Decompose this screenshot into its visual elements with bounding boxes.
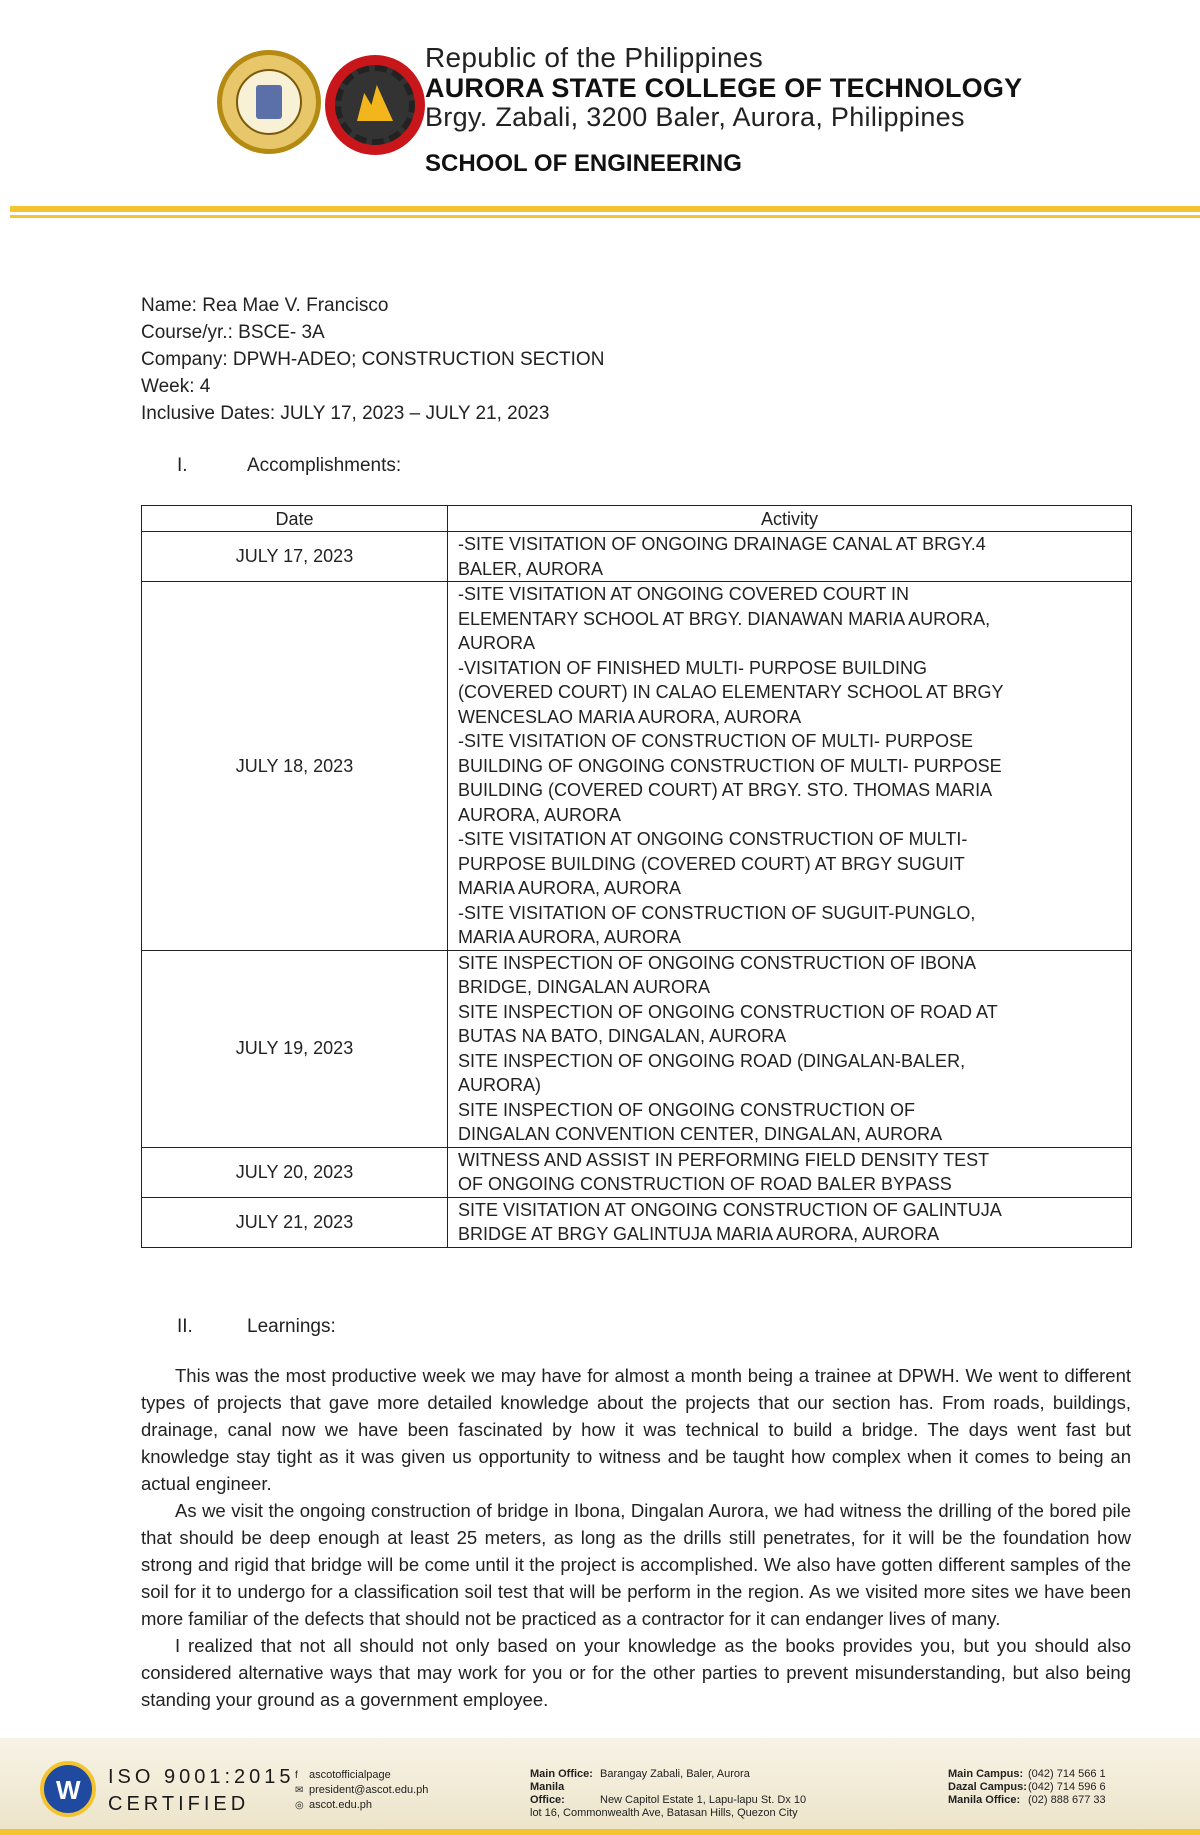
table-row (142, 1147, 1132, 1197)
row-activity (448, 1147, 1132, 1197)
trainee-course: Course/yr.: BSCE- 3A (141, 322, 325, 343)
activity-line: WITNESS AND ASSIST IN PERFORMING FIELD DENSITY TEST (458, 1149, 990, 1170)
activity-line: SITE INSPECTION OF ONGOING CONSTRUCTION OF IBONA (458, 952, 977, 973)
iso-certified: CERTIFIED (108, 1793, 250, 1815)
school-name: SCHOOL OF ENGINEERING (425, 150, 742, 177)
manila-office-phone: (02) 888 677 33 (1028, 1794, 1106, 1806)
main-campus-label: Main Campus: (948, 1768, 1024, 1780)
learnings-paragraph: As we visit the ongoing construction of bridge in Ibona, Dingalan Aurora, we had witness the drilling of the bored pile that should be deep enough at least 25 meters, as long as the drills still penetrates, for it will be the foundation how strong and rigid that bridge will be come until it the project is accomplished. We also have gotten different samples of the soil for it to undergo for a classification soil test that will be perform in the region. As we visited more sites we have been more familiar of the defects that should not be practiced as a contractor for it can endanger lives of many. (141, 1500, 1131, 1629)
activity-line: BRIDGE, DINGALAN AURORA (458, 977, 711, 997)
activity-line: WENCESLAO MARIA AURORA, AURORA (458, 706, 802, 727)
activity-line: AURORA, AURORA (458, 804, 622, 825)
header-divider-thin (10, 215, 1200, 218)
republic-line: Republic of the Philippines (425, 42, 764, 73)
manila-office-phone-label: Manila Office: (948, 1794, 1021, 1806)
iso-certification-logo (40, 1761, 96, 1817)
activity-line: -VISITATION OF FINISHED MULTI- PURPOSE BUILDING (458, 657, 928, 678)
letterhead (0, 0, 1200, 225)
section-accomplishments-heading (177, 455, 401, 477)
row-activity (448, 532, 1132, 582)
activity-line: BRIDGE AT BRGY GALINTUJA MARIA AURORA, AURORA (458, 1224, 940, 1244)
activity-line: -SITE VISITATION OF ONGOING DRAINAGE CANAL AT BRGY.4 (458, 534, 986, 554)
manila-office-address: New Capitol Estate 1, Lapu-lapu St. Dx 10 (600, 1794, 807, 1806)
manila-office-address-2: lot 16, Commonwealth Ave, Batasan Hills, Quezon City (530, 1807, 798, 1819)
activity-line: SITE VISITATION AT ONGOING CONSTRUCTION OF GALINTUJA (458, 1199, 1002, 1220)
activity-line: (COVERED COURT) IN CALAO ELEMENTARY SCHOOL AT BRGY (458, 682, 1004, 702)
activity-line: -SITE VISITATION OF CONSTRUCTION OF MULTI- PURPOSE (458, 731, 974, 751)
section-title: Accomplishments: (247, 455, 402, 476)
iso-standard: ISO 9001:2015 (108, 1766, 295, 1788)
accomplishments-table (141, 505, 1132, 1248)
page-footer (0, 1738, 1200, 1835)
footer-bar (0, 1829, 1200, 1835)
header-divider (10, 206, 1200, 212)
facebook-icon: f (295, 1770, 298, 1781)
activity-line: BUILDING OF ONGOING CONSTRUCTION OF MULTI- PURPOSE (458, 755, 1002, 776)
activity-line: BUILDING (COVERED COURT) AT BRGY. STO. THOMAS MARIA (458, 780, 993, 800)
activity-line: PURPOSE BUILDING (COVERED COURT) AT BRGY SUGUIT (458, 853, 965, 874)
row-date: JULY 17, 2023 (142, 532, 448, 582)
activity-line: BUTAS NA BATO, DINGALAN, AURORA (458, 1026, 787, 1046)
college-seal-logo (217, 50, 321, 154)
engineering-seal-logo (325, 55, 425, 155)
trainee-name: Name: Rea Mae V. Francisco (141, 295, 389, 316)
activity-line: SITE INSPECTION OF ONGOING CONSTRUCTION OF ROAD AT (458, 1001, 998, 1022)
table-header-row (142, 506, 1132, 532)
activity-line: MARIA AURORA, AURORA (458, 927, 682, 947)
activity-line: AURORA) (458, 1075, 542, 1095)
email-address[interactable]: president@ascot.edu.ph (309, 1784, 429, 1796)
table-row (142, 532, 1132, 582)
section-learnings-heading (177, 1316, 336, 1338)
activity-line: -SITE VISITATION OF CONSTRUCTION OF SUGUIT-PUNGLO, (458, 902, 976, 923)
table-row (142, 1197, 1132, 1247)
row-activity (448, 582, 1132, 951)
activity-line: SITE INSPECTION OF ONGOING CONSTRUCTION OF (458, 1099, 916, 1120)
website[interactable]: ascot.edu.ph (309, 1799, 372, 1811)
column-header-activity: Activity (448, 506, 1132, 532)
activity-line: BALER, AURORA (458, 558, 604, 579)
email-icon: ✉ (295, 1785, 304, 1796)
trainee-company: Company: DPWH-ADEO; CONSTRUCTION SECTION (141, 349, 605, 370)
row-activity (448, 1197, 1132, 1247)
inclusive-dates: Inclusive Dates: JULY 17, 2023 – JULY 21, 2023 (141, 403, 550, 424)
activity-line: DINGALAN CONVENTION CENTER, DINGALAN, AURORA (458, 1124, 943, 1144)
campus-phones (948, 1768, 1106, 1807)
learnings-paragraph: I realized that not all should not only based on your knowledge as the books provides you, but you should also considered alternative ways that may work for you or for the other parties to prevent misunderstanding, but also being standing your ground as a government employee. (141, 1635, 1131, 1710)
main-office-address: Barangay Zabali, Baler, Aurora (600, 1768, 750, 1780)
main-office-label: Main Office: (530, 1768, 593, 1780)
row-date: JULY 19, 2023 (142, 950, 448, 1147)
facebook-page[interactable]: ascotofficialpage (309, 1769, 391, 1781)
learnings-paragraph: This was the most productive week we may have for almost a month being a trainee at DPWH. We went to different types of projects that gave more detailed knowledge about the projects that our section has. From roads, buildings, drainage, canal now we have been fascinated by how it was technical to build a bridge. The days went fast but knowledge stay tight as it was given us opportunity to witness and be taught how complex when it comes to being an actual engineer. (141, 1365, 1131, 1494)
table-row (142, 950, 1132, 1147)
column-header-date: Date (142, 506, 448, 532)
table-row (142, 582, 1132, 951)
activity-line: -SITE VISITATION AT ONGOING CONSTRUCTION OF MULTI- (458, 829, 968, 849)
activity-line: ELEMENTARY SCHOOL AT BRGY. DIANAWAN MARIA AURORA, (458, 608, 991, 629)
college-address: Brgy. Zabali, 3200 Baler, Aurora, Philippines (425, 102, 965, 132)
manila-office-label: Manila Office: (530, 1781, 565, 1806)
activity-line: AURORA (458, 633, 536, 653)
main-campus-phone: (042) 714 566 1 (1028, 1768, 1106, 1780)
office-addresses (530, 1768, 806, 1820)
contact-info (295, 1768, 428, 1813)
activity-line: MARIA AURORA, AURORA (458, 878, 682, 898)
dazal-campus-phone: (042) 714 596 6 (1028, 1781, 1106, 1793)
row-date: JULY 21, 2023 (142, 1197, 448, 1247)
college-name: AURORA STATE COLLEGE OF TECHNOLOGY (425, 73, 1023, 103)
activity-line: SITE INSPECTION OF ONGOING ROAD (DINGALAN-BALER, (458, 1050, 966, 1071)
section-number: II. (177, 1316, 193, 1337)
section-number: I. (177, 455, 188, 476)
activity-line: OF ONGOING CONSTRUCTION OF ROAD BALER BYPASS (458, 1174, 952, 1194)
row-date: JULY 20, 2023 (142, 1147, 448, 1197)
trainee-info (141, 292, 604, 427)
section-title: Learnings: (247, 1316, 336, 1337)
dazal-campus-label: Dazal Campus: (948, 1781, 1027, 1793)
row-date: JULY 18, 2023 (142, 582, 448, 951)
trainee-week: Week: 4 (141, 376, 211, 397)
globe-icon: ◎ (295, 1800, 304, 1811)
row-activity (448, 950, 1132, 1147)
learnings-body (141, 1362, 1131, 1713)
activity-line: -SITE VISITATION AT ONGOING COVERED COURT IN (458, 584, 910, 604)
